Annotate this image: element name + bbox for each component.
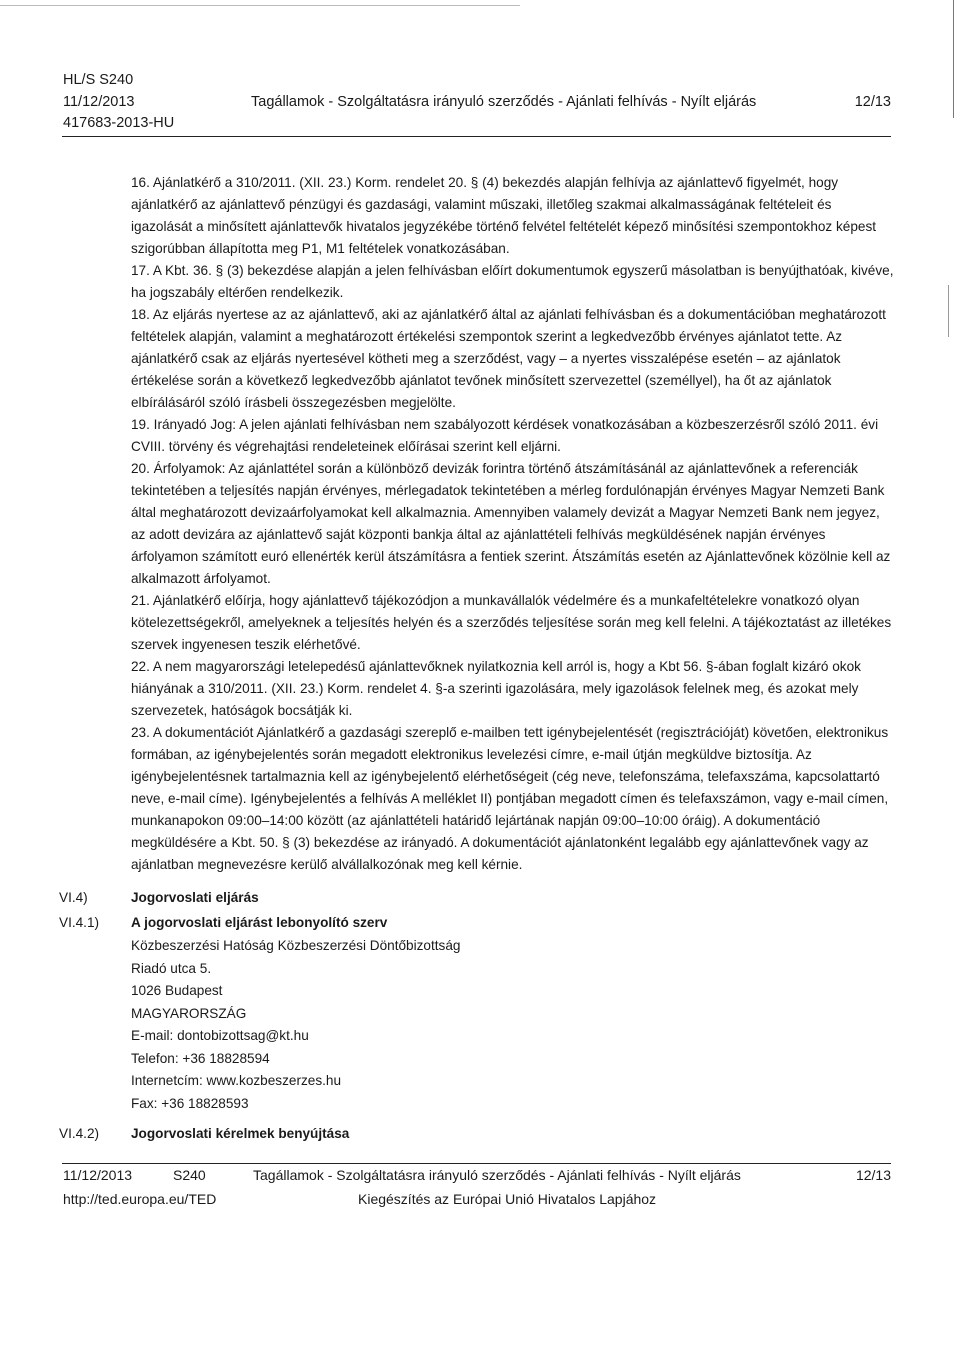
address-street: Riadó utca 5. (131, 960, 212, 976)
paragraph-16: 16. Ajánlatkérő a 310/2011. (XII. 23.) Korm. rendelet 20. § (4) bekezdés alapján felhívja az ajánlattevő figyelmét, hogy ajánlatkérő az ajánlattevő pénzügyi és gazdasági, valamint műszaki, illetőleg szakmai alkalmasságának feltételeit és igazolását a minősített ajánlattevők hivatalos jegyzékébe történő felvétel feltételét képező minősítési szempontokhoz képest szigorúbban állapította meg P1, M1 feltételek vonatkozásában. (131, 175, 877, 256)
section-title: Jogorvoslati eljárás (131, 890, 259, 905)
section-title: Jogorvoslati kérelmek benyújtása (131, 1126, 350, 1141)
footer-date: 11/12/2013 (63, 1167, 133, 1183)
section-number: VI.4) (59, 890, 88, 905)
scan-edge-right (953, 0, 954, 118)
address-fax: Fax: +36 18828593 (131, 1095, 249, 1111)
header-title: Tagállamok - Szolgáltatásra irányuló szerződés - Ajánlati felhívás - Nyílt eljárás (251, 94, 757, 110)
address-email: E-mail: dontobizottsag@kt.hu (131, 1028, 309, 1043)
section-vi4 (59, 887, 896, 910)
section-vi42 (59, 1123, 896, 1146)
paragraph-22: 22. A nem magyarországi letelepedésű ajánlattevőknek nyilatkoznia kell arról is, hogy a Kbt 56. §-ában foglalt kizáró okok hiányának a 310/2011. (XII. 23.) Korm. rendelet 4. §-a szerinti igazolására, mely igazolások felelnek meg, és azokat mely szervezetek, hatóságok bocsátják ki. (131, 659, 861, 718)
section-title: A jogorvoslati eljárást lebonyolító szerv (131, 915, 388, 930)
footer-title: Tagállamok - Szolgáltatásra irányuló szerződés - Ajánlati felhívás - Nyílt eljárás (253, 1167, 741, 1183)
header-doc-code: HL/S S240 (63, 72, 134, 88)
footer-url[interactable]: http://ted.europa.eu/TED (63, 1191, 217, 1207)
address-phone: Telefon: +36 18828594 (131, 1050, 270, 1066)
review-procedure-section (59, 887, 896, 1146)
address-website: Internetcím: www.kozbeszerzes.hu (131, 1073, 342, 1088)
header-date: 11/12/2013 (63, 94, 135, 110)
header-reference: 417683-2013-HU (63, 115, 175, 131)
header-divider (62, 136, 891, 137)
paragraph-23: 23. A dokumentációt Ajánlatkérő a gazdasági szereplő e-mailben tett igénybejelentését (regisztrációját) követően, elektronikus formában, az igénybejelentés során megadott elektronikus levelezési címre, e-mail útján megküldve biztosítja. Az igénybejelentésnek tartalmaznia kell az igénybejelentő elérhetőségeit (cég neve, telefonszáma, telefaxszáma, kapcsolattartó neve, e-mail címe). Igénybejelentés a felhívás A melléklet II) pontjában megadott címen és telefaxszámon, vagy e-mail címen, munkanapokon 09:00–14:00 között (az ajánlattételi határidő lejártának napján 09:00–10:00 óráig). A dokumentáció megküldésére a Kbt. 50. § (3) bekezdése az irányadó. A dokumentációt ajánlatonként legalább egy ajánlattevőnek vagy az ajánlatban megnevezésre kerülő alvállalkozónak meg kell kérnie. (131, 725, 889, 872)
footer-divider (62, 1163, 891, 1164)
scan-edge-top (0, 5, 520, 6)
section-number: VI.4.1) (59, 915, 100, 930)
address-organisation: Közbeszerzési Hatóság Közbeszerzési Döntőbizottság (131, 938, 461, 953)
address-city: 1026 Budapest (131, 983, 223, 998)
address-country: MAGYARORSZÁG (131, 1005, 247, 1021)
paragraph-19: 19. Irányadó Jog: A jelen ajánlati felhívásban nem szabályozott kérdések vonatkozásában a közbeszerzésről szóló 2011. évi CVIII. törvény és végrehajtási rendeleteinek előírásai szerint kell eljárni. (131, 417, 879, 454)
paragraph-20: 20. Árfolyamok: Az ajánlattétel során a különböző devizák forintra történő átszámításánál az ajánlattevőnek a referenciák tekintetében a teljesítés napján érvényes, mérlegadatok tekintetében a mérleg fordulónapján érvényes Magyar Nemzeti Bank által meghatározott devizaárfolyamokat kell alkalmaznia. Amennyiben valamely devizát a Magyar Nemzeti Bank nem jegyez, az adott devizára az ajánlattevő saját központi bankja által az ajánlattételi felhívás megküldésének napján érvényes árfolyamon számított euró ellenérték kerül átszámításra a fentiek szerint. Átszámítás esetén az Ajánlattevőnek közölnie kell az alkalmazott árfolyamot. (131, 461, 891, 586)
section-number: VI.4.2) (59, 1126, 100, 1141)
paragraph-21: 21. Ajánlatkérő előírja, hogy ajánlattevő tájékozódjon a munkavállalók védelmére és a munkafeltételekre vonatkozó olyan kötelezettségekről, amelyeknek a teljesítés helyén és a szerződés teljesítése során meg kell felelni. A tájékoztatást az illetékes szervek ingyenesen teszik elérhetővé. (131, 593, 892, 652)
footer-series: S240 (173, 1167, 206, 1183)
body-text (131, 172, 896, 876)
header-page-number: 12/13 (854, 94, 891, 110)
paragraph-17: 17. A Kbt. 36. § (3) bekezdése alapján a jelen felhívásban előírt dokumentumok egyszerű másolatban is benyújthatóak, kivéve, ha jogszabály eltérően rendelkezik. (131, 263, 894, 300)
section-vi41 (59, 912, 896, 935)
paragraph-18: 18. Az eljárás nyertese az az ajánlattevő, aki az ajánlatkérő által az ajánlati felhívásban és a dokumentációban meghatározott feltételek alapján, valamint a meghatározott értékelési szempontok szerint a legkedvezőbb érvényes ajánlatot tette. Az ajánlatkérő csak az eljárás nyertesével kötheti meg a szerződést, vagy – a nyertes visszalépése esetén – az ajánlatok értékelése során a következő legkedvezőbb ajánlatot tevőnek minősített szervezettel (személlyel), ha őt az ajánlatok elbírálásáról szóló írásbeli összegezésben megjelölte. (131, 307, 886, 410)
footer-page-number: 12/13 (855, 1167, 891, 1183)
review-body-address (131, 935, 896, 1115)
footer-subtitle: Kiegészítés az Európai Unió Hivatalos Lapjához (358, 1191, 657, 1207)
scan-edge-right-lower (948, 285, 949, 337)
